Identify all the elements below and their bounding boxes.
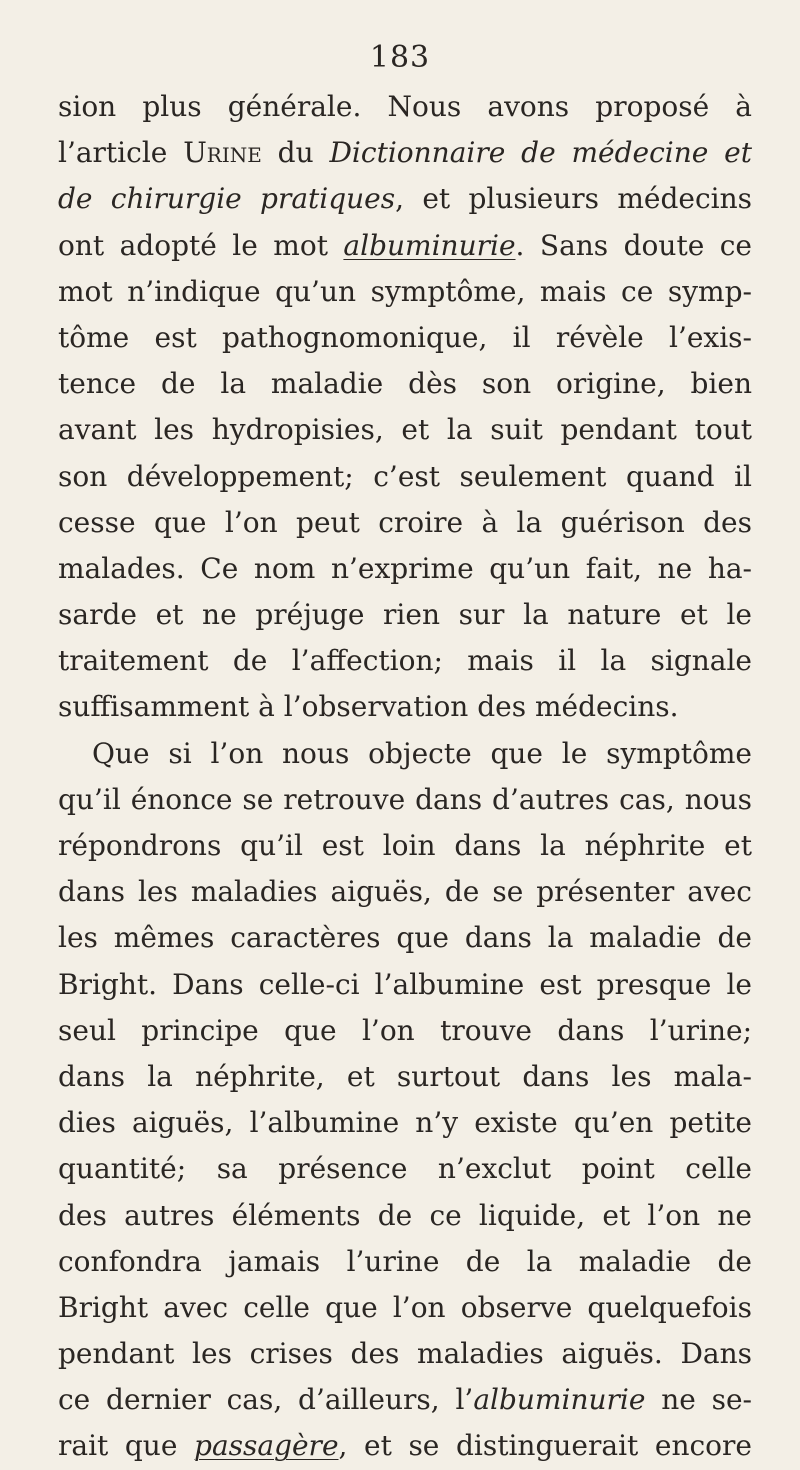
text-line (58, 1146, 752, 1192)
text-segment: avant les hydropisies, et la suit pendant tout (58, 413, 752, 447)
text-segment: malades. Ce nom n’exprime qu’un fait, ne ha- (58, 551, 752, 585)
text-line (58, 500, 752, 546)
text-segment: les mêmes caractères que dans la maladie de (58, 921, 752, 955)
text-segment: qu’il énonce se retrouve dans d’autres cas, nous (58, 782, 752, 816)
text-line (58, 777, 752, 823)
text-segment: pendant les crises des maladies aiguës. Dans (58, 1337, 752, 1371)
text-line (58, 546, 752, 592)
text-line (58, 1008, 752, 1054)
text-segment: quantité; sa présence n’exclut point celle (58, 1152, 752, 1186)
text-segment: passagère (194, 1429, 339, 1463)
text-segment: sion plus générale. Nous avons proposé à (58, 90, 752, 123)
text-line (58, 315, 752, 361)
text-line (58, 731, 752, 777)
text-line (58, 638, 752, 684)
text-line (58, 1193, 752, 1239)
text-line (58, 1054, 752, 1100)
text-segment: l’article (58, 136, 184, 170)
text-line (58, 361, 752, 407)
text-segment: ce dernier cas, d’ailleurs, l’ (58, 1383, 474, 1417)
text-segment: traitement de l’affection; mais il la signale (58, 644, 752, 678)
text-line (58, 684, 752, 730)
text-line (58, 130, 752, 176)
text-segment: dies aiguës, l’albumine n’y existe qu’en petite (58, 1106, 752, 1140)
text-line (58, 1331, 752, 1377)
text-line (58, 1423, 752, 1469)
text-line (58, 962, 752, 1008)
text-segment: de chirurgie pratiques (58, 182, 396, 216)
text-segment: Bright. Dans celle-ci l’albumine est presque le (58, 967, 752, 1001)
text-segment: ne se- (645, 1383, 752, 1417)
text-line (58, 1377, 752, 1423)
text-segment: Urine (183, 136, 262, 170)
text-line (58, 592, 752, 638)
text-line (58, 176, 752, 222)
text-line (58, 454, 752, 500)
text-line (58, 84, 752, 130)
text-segment: son développement; c’est seulement quand il (58, 459, 752, 493)
text-segment: tence de la maladie dès son origine, bien (58, 367, 752, 401)
text-line (58, 1239, 752, 1285)
text-segment: ont adopté le mot (58, 228, 344, 262)
text-segment: albuminurie (473, 1383, 646, 1417)
text-line (58, 869, 752, 915)
text-line (58, 1100, 752, 1146)
text-segment: répondrons qu’il est loin dans la néphrite et (58, 829, 752, 862)
text-segment: dans la néphrite, et surtout dans les mala- (58, 1059, 752, 1093)
text-segment: albuminurie (343, 228, 516, 262)
text-segment: seul principe que l’on trouve dans l’urine; (58, 1013, 752, 1047)
text-segment: rait que (58, 1429, 195, 1463)
body-text (58, 84, 752, 1470)
text-segment: Que si l’on nous objecte que le symptôme (92, 736, 752, 770)
text-line (58, 823, 752, 869)
text-line (58, 915, 752, 961)
text-segment: tôme est pathognomonique, il révèle l’exis- (58, 320, 752, 354)
text-segment: , et plusieurs médecins (395, 182, 752, 216)
text-line (58, 1285, 752, 1331)
text-segment: Bright avec celle que l’on observe quelquefois (58, 1290, 752, 1324)
text-segment: mot n’indique qu’un symptôme, mais ce symp- (58, 274, 752, 308)
text-segment: sarde et ne préjuge rien sur la nature et le (58, 598, 752, 632)
page-number: 183 (369, 40, 431, 75)
text-segment: , et se distinguerait encore (338, 1429, 752, 1463)
text-line (58, 407, 752, 453)
text-segment: Dictionnaire de médecine et (329, 136, 752, 170)
text-segment: cesse que l’on peut croire à la guérison des (58, 505, 752, 539)
text-line (58, 269, 752, 315)
text-segment: . Sans doute ce (515, 228, 752, 262)
text-segment: confondra jamais l’urine de la maladie de (58, 1244, 752, 1278)
text-segment: dans les maladies aiguës, de se présenter avec (58, 875, 752, 909)
text-line (58, 223, 752, 269)
text-segment: suffisamment à l’observation des médecins. (58, 690, 679, 724)
text-segment: des autres éléments de ce liquide, et l’on ne (58, 1198, 752, 1232)
text-segment: du (261, 136, 330, 170)
